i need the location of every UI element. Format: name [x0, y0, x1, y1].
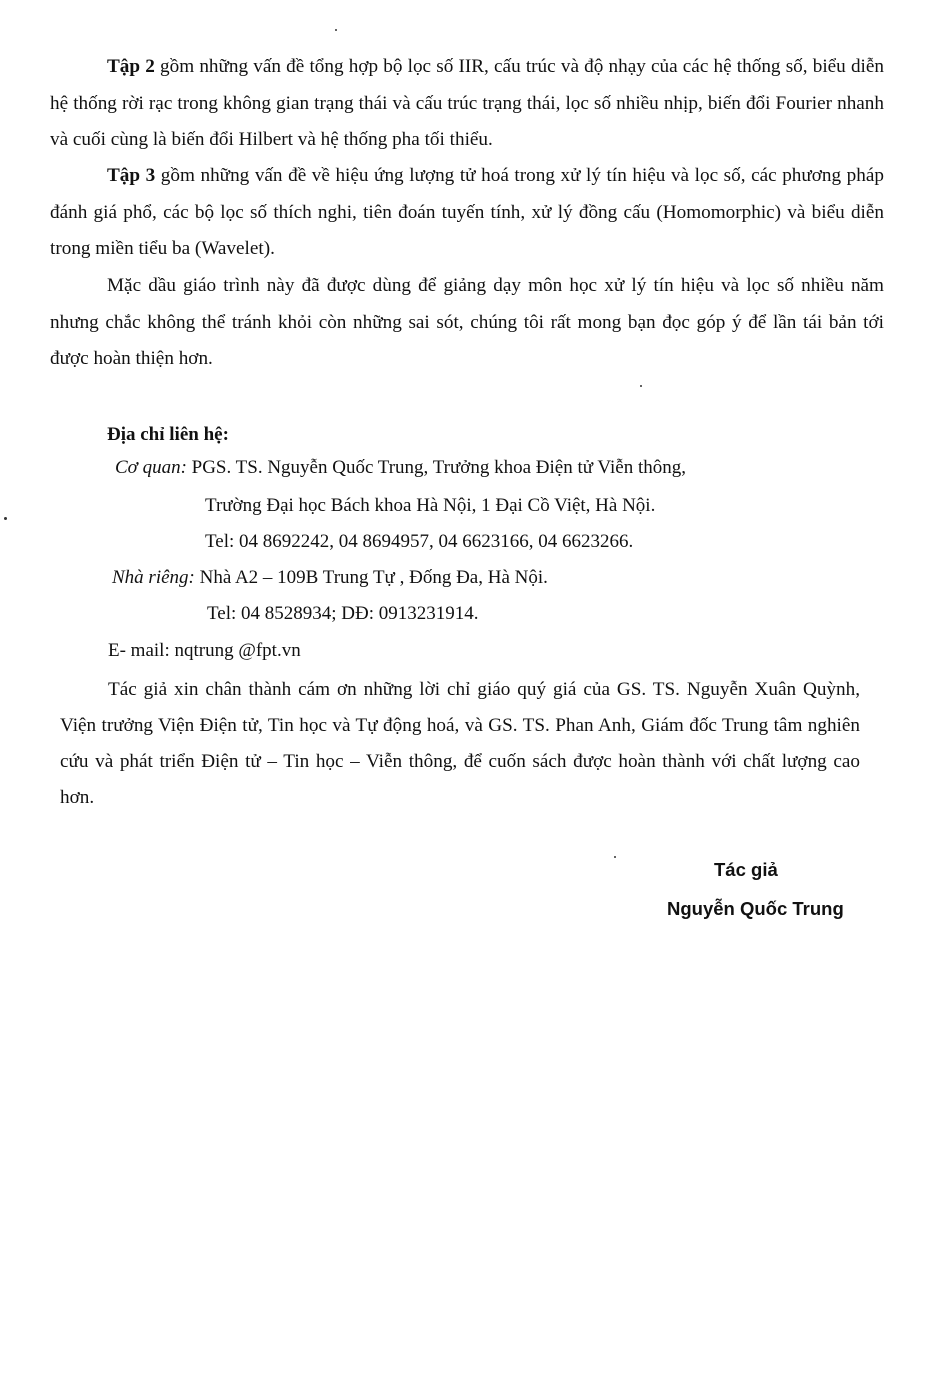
contact-home-tel: Tel: 04 8528934; DĐ: 0913231914.	[207, 603, 479, 624]
home-address: Nhà A2 – 109B Trung Tự , Đống Đa, Hà Nội.	[194, 567, 548, 588]
volume-3-text: gồm những vấn đề về hiệu ứng lượng tử hoá trong xử lý tín hiệu và lọc số, các phương pháp đánh giá phổ, các bộ lọc số thích nghi, tiên đoán tuyến tính, xử lý đồng cấu (Homomorphic) và biểu diễn trong miền tiểu ba (Wavelet).	[50, 165, 884, 259]
signature-title: Tác giả	[714, 859, 778, 880]
contact-office-tel: Tel: 04 8692242, 04 8694957, 04 6623166, 04 6623266.	[205, 531, 634, 552]
paragraph-volume-3	[50, 158, 884, 268]
scan-speck	[614, 856, 616, 858]
contact-heading: Địa chỉ liên hệ:	[107, 424, 229, 445]
paragraph-volume-2	[50, 49, 884, 159]
signature-name: Nguyễn Quốc Trung	[667, 898, 844, 919]
office-line-1: PGS. TS. Nguyễn Quốc Trung, Trưởng khoa Điện tử Viễn thông,	[186, 457, 686, 478]
contact-email: E- mail: nqtrung @fpt.vn	[108, 640, 301, 661]
volume-2-lead: Tập 2	[107, 56, 155, 77]
contact-home-address	[112, 565, 548, 591]
contact-office-line-1	[115, 455, 686, 481]
office-label: Cơ quan:	[115, 457, 187, 478]
home-label: Nhà riêng:	[112, 567, 195, 588]
paragraph-closing: Mặc dầu giáo trình này đã được dùng để giảng dạy môn học xử lý tín hiệu và lọc số nhiều năm nhưng chắc không thể tránh khỏi còn những sai sót, chúng tôi rất mong bạn đọc góp ý để lần tái bản tới được hoàn thiện hơn.	[50, 275, 884, 369]
scan-speck	[4, 517, 7, 520]
volume-2-text: gồm những vấn đề tổng hợp bộ lọc số IIR, cấu trúc và độ nhạy của các hệ thống số, biểu diễn hệ thống rời rạc trong không gian trạng thái và cấu trúc trạng thái, lọc số nhiều nhịp, biến đổi Fourier nhanh và cuối cùng là biến đổi Hilbert và hệ thống pha tối thiểu.	[50, 56, 884, 150]
scan-speck	[640, 385, 642, 387]
scan-speck	[335, 29, 337, 31]
paragraph-acknowledgement: Tác giả xin chân thành cám ơn những lời chỉ giáo quý giá của GS. TS. Nguyễn Xuân Quỳnh, Viện trưởng Viện Điện tử, Tin học và Tự động hoá, và GS. TS. Phan Anh, Giám đốc Trung tâm nghiên cứu và phát triển Điện tử – Tin học – Viễn thông, để cuốn sách được hoàn thành với chất lượng cao hơn.	[60, 679, 860, 808]
volume-3-lead: Tập 3	[107, 165, 156, 186]
contact-office-line-2: Trường Đại học Bách khoa Hà Nội, 1 Đại Cồ Việt, Hà Nội.	[205, 495, 656, 516]
